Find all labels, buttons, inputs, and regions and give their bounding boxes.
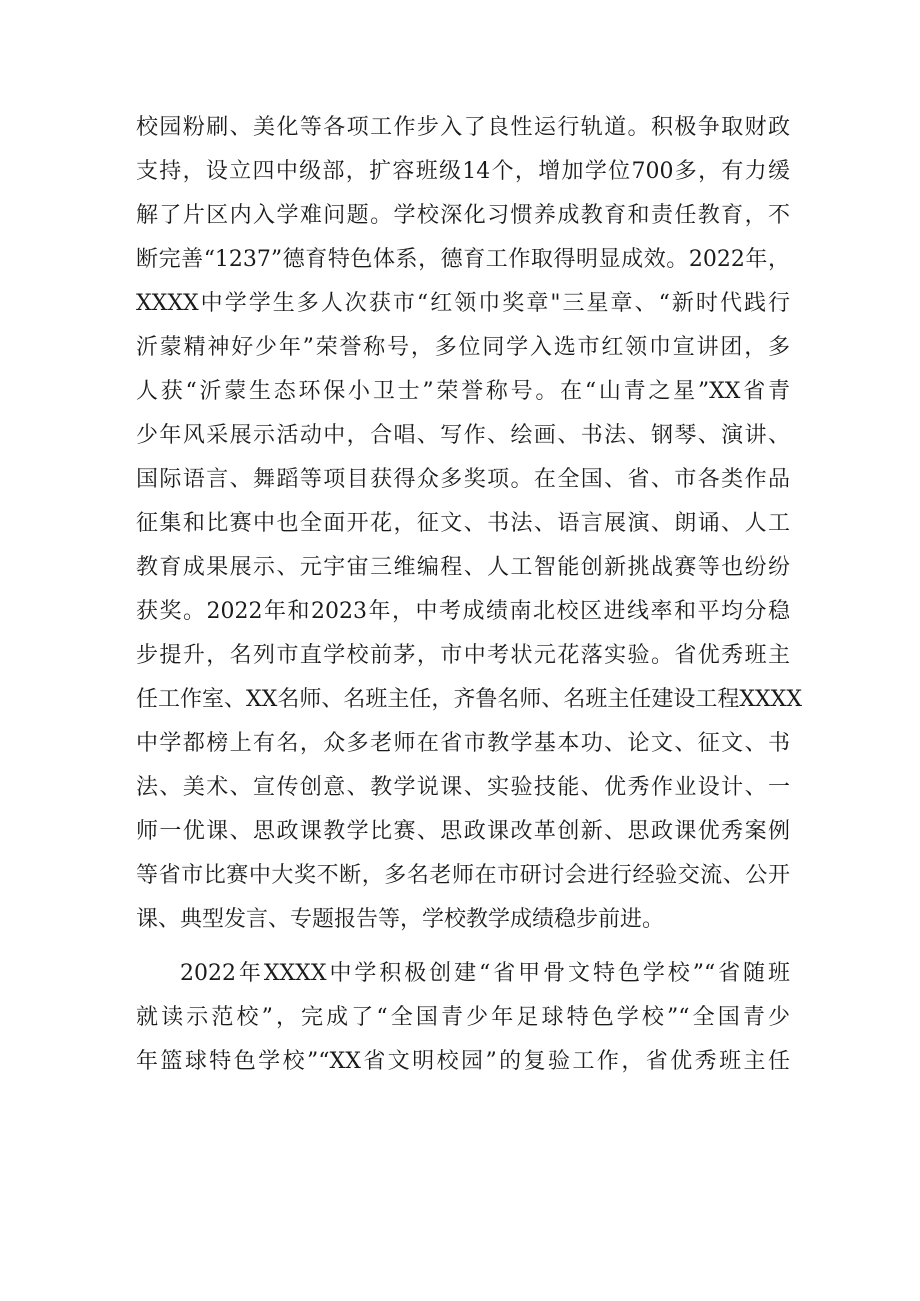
text-line: 人获“沂蒙生态环保小卫士”荣誉称号。在“山青之星”XX省青 — [136, 379, 790, 404]
text-line: 2022年XXXX中学积极创建“省甲骨文特色学校”“省随班 — [180, 961, 790, 986]
paragraph — [136, 952, 790, 1084]
text-line: 断完善“1237”德育特色体系，德育工作取得明显成效。2022年， — [136, 247, 790, 272]
paragraph-gap — [136, 942, 790, 952]
text-line: 沂蒙精神好少年”荣誉称号，多位同学入选市红领巾宣讲团，多 — [136, 335, 790, 360]
text-line: 任工作室、XX名师、名班主任，齐鲁名师、名班主任建设工程XXXX — [136, 687, 802, 712]
text-line: 校园粉刷、美化等各项工作步入了良性运行轨道。积极争取财政 — [136, 115, 790, 140]
text-line: 法、美术、宣传创意、教学说课、实验技能、优秀作业设计、一 — [136, 775, 790, 800]
text-line: 征集和比赛中也全面开花，征文、书法、语言展演、朗诵、人工 — [136, 511, 790, 536]
text-line: 等省市比赛中大奖不断，多名老师在市研讨会进行经验交流、公开 — [136, 863, 790, 888]
text-line: 就读示范校”，完成了“全国青少年足球特色学校”“全国青少 — [136, 1005, 790, 1030]
body-text — [136, 106, 802, 1084]
text-line: 年篮球特色学校”“XX省文明校园”的复验工作，省优秀班主任 — [136, 1049, 790, 1074]
text-line: 中学都榜上有名，众多老师在省市教学基本功、论文、征文、书 — [136, 731, 790, 756]
text-line: 少年风采展示活动中，合唱、写作、绘画、书法、钢琴、演讲、 — [136, 423, 790, 448]
text-line: 课、典型发言、专题报告等，学校教学成绩稳步前进。 — [136, 907, 665, 932]
text-line: XXXX中学学生多人次获市“红领巾奖章"三星章、“新时代践行 — [136, 291, 790, 316]
text-line: 国际语言、舞蹈等项目获得众多奖项。在全国、省、市各类作品 — [136, 467, 790, 492]
text-line: 步提升，名列市直学校前茅，市中考状元花落实验。省优秀班主 — [136, 643, 790, 668]
text-line: 教育成果展示、元宇宙三维编程、人工智能创新挑战赛等也纷纷 — [136, 555, 790, 580]
paragraph — [136, 106, 802, 942]
text-line: 解了片区内入学难问题。学校深化习惯养成教育和责任教育，不 — [136, 203, 790, 228]
text-line: 支持，设立四中级部，扩容班级14个，增加学位700多，有力缓 — [136, 159, 790, 184]
text-line: 师一优课、思政课教学比赛、思政课改革创新、思政课优秀案例 — [136, 819, 790, 844]
text-line: 获奖。2022年和2023年，中考成绩南北校区进线率和平均分稳 — [136, 599, 790, 624]
